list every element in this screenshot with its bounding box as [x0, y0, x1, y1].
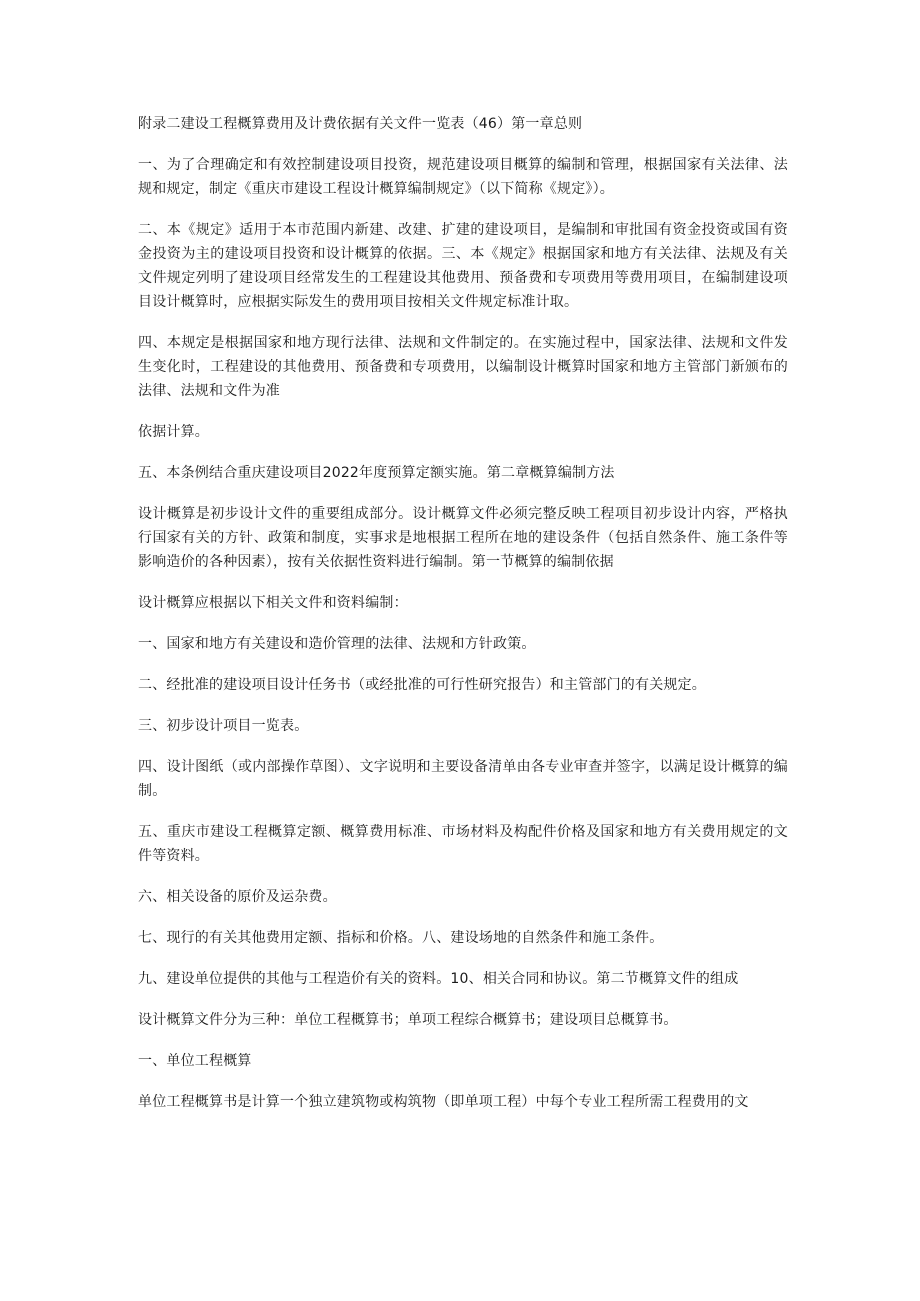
- paragraph: 七、现行的有关其他费用定额、指标和价格。八、建设场地的自然条件和施工条件。: [138, 930, 664, 946]
- paragraph: 三、初步设计项目一览表。: [138, 718, 309, 734]
- paragraph: 设计概算文件分为三种：单位工程概算书；单项工程综合概算书；建设项目总概算书。: [138, 1012, 678, 1028]
- paragraph: 设计概算应根据以下相关文件和资料编制：: [138, 595, 408, 611]
- document-heading: 附录二建设工程概算费用及计费依据有关文件一览表（46）第一章总则: [138, 116, 583, 132]
- document-page: [138, 112, 788, 1131]
- paragraph: 四、本规定是根据国家和地方现行法律、法规和文件制定的。在实施过程中，国家法律、法规和文件发生变化时，工程建设的其他费用、预备费和专项费用，以编制设计概算时国家和地方主管部门新颁布的法律、法规和文件为准: [138, 335, 788, 399]
- paragraph: 二、本《规定》适用于本市范围内新建、改建、扩建的建设项目，是编制和审批国有资金投资或国有资金投资为主的建设项目投资和设计概算的依据。三、本《规定》根据国家和地方有关法律、法规及有关文件规定列明了建设项目经常发生的工程建设其他费用、预备费和专项费用等费用项目，在编制建设项目设计概算时，应根据实际发生的费用项目按相关文件规定标准计取。: [138, 222, 788, 310]
- paragraph: 一、单位工程概算: [138, 1053, 252, 1069]
- paragraph: 依据计算。: [138, 424, 209, 440]
- paragraph: 设计概算是初步设计文件的重要组成部分。设计概算文件必须完整反映工程项目初步设计内容，严格执行国家有关的方针、政策和制度，实事求是地根据工程所在地的建设条件（包括自然条件、施工条件等影响造价的各种因素），按有关依据性资料进行编制。第一节概算的编制依据: [138, 506, 788, 570]
- paragraph: 九、建设单位提供的其他与工程造价有关的资料。10、相关合同和协议。第二节概算文件的组成: [138, 971, 739, 987]
- paragraph: 二、经批准的建设项目设计任务书（或经批准的可行性研究报告）和主管部门的有关规定。: [138, 677, 706, 693]
- paragraph: 六、相关设备的原价及运杂费。: [138, 889, 337, 905]
- paragraph: 单位工程概算书是计算一个独立建筑物或构筑物（即单项工程）中每个专业工程所需工程费用的文: [138, 1094, 749, 1110]
- paragraph: 一、为了合理确定和有效控制建设项目投资，规范建设项目概算的编制和管理，根据国家有关法律、法规和规定，制定《重庆市建设工程设计概算编制规定》（以下简称《规定》）。: [138, 157, 788, 197]
- paragraph: 四、设计图纸（或内部操作草图）、文字说明和主要设备清单由各专业审查并签字，以满足设计概算的编制。: [138, 759, 788, 799]
- paragraph: 五、本条例结合重庆建设项目2022年度预算定额实施。第二章概算编制方法: [138, 465, 615, 481]
- paragraph: 一、国家和地方有关建设和造价管理的法律、法规和方针政策。: [138, 636, 536, 652]
- paragraph: 五、重庆市建设工程概算定额、概算费用标准、市场材料及构配件价格及国家和地方有关费用规定的文件等资料。: [138, 824, 788, 864]
